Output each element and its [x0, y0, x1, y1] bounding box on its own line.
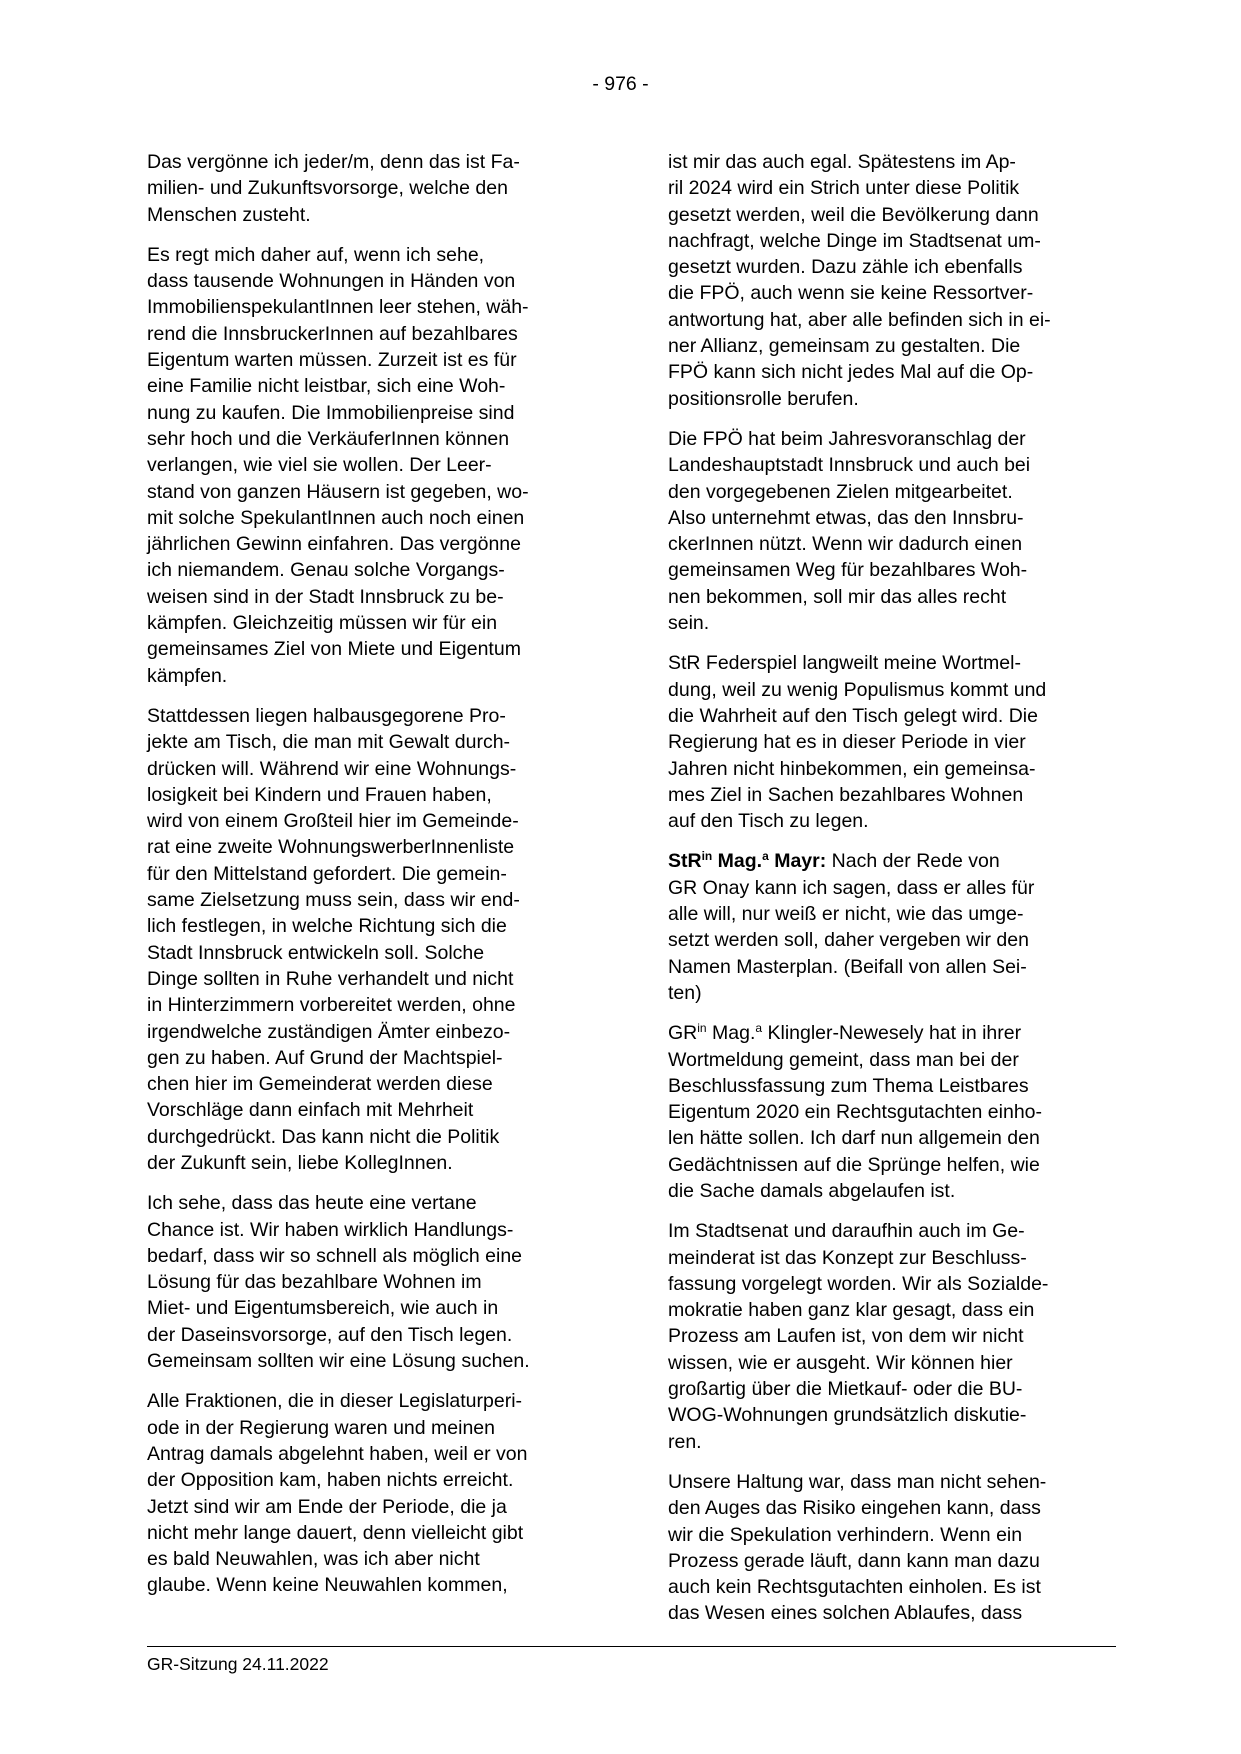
- text-fragment: Klingler-Newesely hat in ihrer: [762, 1022, 1022, 1045]
- text-line: positionsrolle berufen.: [668, 387, 859, 410]
- speech-text: Nach der Rede von: [826, 850, 1000, 873]
- text-line: weisen sind in der Stadt Innsbruck zu be-: [147, 585, 504, 608]
- text-line: der Opposition kam, haben nichts erreicht.: [147, 1469, 514, 1492]
- text-line: Alle Fraktionen, die in dieser Legislaturperi-: [147, 1390, 523, 1413]
- text-line: Eigentum 2020 ein Rechtsgutachten einho-: [668, 1101, 1043, 1124]
- text-line: same Zielsetzung muss sein, dass wir end-: [147, 889, 520, 912]
- speaker-degree: Mag.: [712, 850, 763, 873]
- text-line: Lösung für das bezahlbare Wohnen im: [147, 1271, 482, 1294]
- text-line: Gemeinsam sollten wir eine Lösung suchen.: [147, 1350, 530, 1373]
- text-line: kämpfen. Gleichzeitig müssen wir für ein: [147, 612, 498, 635]
- text-line: Gedächtnissen auf die Sprünge helfen, wie: [668, 1153, 1040, 1176]
- text-line: wir die Spekulation verhindern. Wenn ein: [668, 1523, 1023, 1546]
- text-line: Miet- und Eigentumsbereich, wie auch in: [147, 1297, 499, 1320]
- text-line: die Wahrheit auf den Tisch gelegt wird. Die: [668, 704, 1038, 727]
- text-line: gesetzt werden, weil die Bevölkerung dann: [668, 203, 1039, 226]
- text-line: Ich sehe, dass das heute eine vertane: [147, 1192, 477, 1215]
- degree-suffix: a: [762, 849, 769, 864]
- text-line: Es regt mich daher auf, wenn ich sehe,: [147, 243, 485, 266]
- text-line: meinderat ist das Konzept zur Beschluss-: [668, 1246, 1027, 1269]
- text-line: mit solche SpekulantInnen auch noch einen: [147, 506, 525, 529]
- degree-suffix: a: [755, 1021, 763, 1036]
- text-line: nen bekommen, soll mir das alles recht: [668, 585, 1007, 608]
- speaker-surname: Mayr:: [768, 850, 827, 873]
- paragraph: [668, 650, 1127, 834]
- text-line: setzt werden soll, daher vergeben wir den: [668, 929, 1029, 952]
- text-line: dung, weil zu wenig Populismus kommt und: [668, 678, 1047, 701]
- text-line: den Auges das Risiko eingehen kann, dass: [668, 1497, 1041, 1520]
- title-suffix: in: [701, 849, 713, 864]
- text-line: ImmobilienspekulantInnen leer stehen, wäh-: [147, 296, 529, 319]
- text-line: sein.: [668, 612, 710, 635]
- text-line: Dinge sollten in Ruhe verhandelt und nicht: [147, 967, 514, 990]
- text-line: in Hinterzimmern vorbereitet werden, ohne: [147, 994, 516, 1017]
- text-line: GR Onay kann ich sagen, dass er alles für: [668, 876, 1035, 899]
- text-line: milien- und Zukunftsvorsorge, welche den: [147, 177, 508, 200]
- text-line: StR Federspiel langweilt meine Wortmel-: [668, 652, 1021, 675]
- footer-divider: [147, 1646, 1116, 1647]
- text-line: [668, 1020, 1127, 1046]
- text-line: rat eine zweite WohnungswerberInnenliste: [147, 836, 515, 859]
- text-line: ist mir das auch egal. Spätestens im Ap-: [668, 151, 1016, 173]
- text-line: die FPÖ, auch wenn sie keine Ressortver-: [668, 282, 1034, 305]
- paragraph: [668, 1020, 1127, 1204]
- text-line: [668, 848, 1127, 874]
- text-line: Landeshauptstadt Innsbruck und auch bei: [668, 454, 1031, 477]
- text-line: auch kein Rechtsgutachten einholen. Es ist: [668, 1576, 1041, 1599]
- text-line: mes Ziel in Sachen bezahlbares Wohnen: [668, 783, 1024, 806]
- text-line: mokratie haben ganz klar gesagt, dass ein: [668, 1299, 1035, 1322]
- paragraph: [668, 149, 1127, 412]
- text-line: alle will, nur weiß er nicht, wie das umge-: [668, 903, 1024, 926]
- text-line: nachfragt, welche Dinge im Stadtsenat um-: [668, 229, 1041, 252]
- text-line: Beschlussfassung zum Thema Leistbares: [668, 1074, 1029, 1097]
- text-line: Menschen zusteht.: [147, 203, 311, 226]
- text-line: jährlichen Gewinn einfahren. Das vergönne: [147, 533, 521, 556]
- text-line: jekte am Tisch, die man mit Gewalt durch-: [147, 731, 511, 754]
- page-number: - 976 -: [592, 73, 649, 95]
- text-line: wird von einem Großteil hier im Gemeinde-: [147, 810, 519, 833]
- text-line: Die FPÖ hat beim Jahresvoranschlag der: [668, 427, 1026, 450]
- text-line: gesetzt wurden. Dazu zähle ich ebenfalls: [668, 256, 1023, 279]
- text-line: auf den Tisch zu legen.: [668, 810, 869, 833]
- text-line: ten): [668, 981, 702, 1004]
- text-line: antwortung hat, aber alle befinden sich in ei-: [668, 308, 1051, 331]
- text-line: Stadt Innsbruck entwickeln soll. Solche: [147, 941, 485, 964]
- text-line: der Zukunft sein, liebe KollegInnen.: [147, 1151, 453, 1174]
- text-line: rend die InnsbruckerInnen auf bezahlbares: [147, 322, 518, 345]
- paragraph: [147, 242, 603, 689]
- text-line: Jahren nicht hinbekommen, ein gemeinsa-: [668, 757, 1036, 780]
- text-line: ckerInnen nützt. Wenn wir dadurch einen: [668, 533, 1023, 556]
- text-line: Im Stadtsenat und daraufhin auch im Ge-: [668, 1220, 1025, 1243]
- text-line: Namen Masterplan. (Beifall von allen Sei-: [668, 955, 1027, 978]
- text-line: glaube. Wenn keine Neuwahlen kommen,: [147, 1574, 508, 1597]
- text-line: Wortmeldung gemeint, dass man bei der: [668, 1048, 1019, 1071]
- text-line: Unsere Haltung war, dass man nicht sehen-: [668, 1470, 1047, 1493]
- text-line: verlangen, wie viel sie wollen. Der Leer-: [147, 454, 492, 477]
- text-line: Prozess am Laufen ist, von dem wir nicht: [668, 1325, 1024, 1348]
- text-line: nicht mehr lange dauert, denn vielleicht gibt: [147, 1521, 524, 1544]
- text-line: dass tausende Wohnungen in Händen von: [147, 270, 516, 293]
- text-line: gemeinsames Ziel von Miete und Eigentum: [147, 638, 521, 661]
- paragraph: [147, 1190, 603, 1374]
- paragraph: [147, 149, 603, 228]
- left-column: [147, 149, 603, 1613]
- text-line: chen hier im Gemeinderat werden diese: [147, 1073, 493, 1096]
- text-line: es bald Neuwahlen, was ich aber nicht: [147, 1548, 480, 1571]
- text-line: Das vergönne ich jeder/m, denn das ist Fa-: [147, 151, 520, 173]
- text-line: großartig über die Mietkauf- oder die BU-: [668, 1378, 1023, 1401]
- text-line: irgendwelche zuständigen Ämter einbezo-: [147, 1020, 511, 1043]
- text-line: eine Familie nicht leistbar, sich eine Woh-: [147, 375, 506, 398]
- text-line: ren.: [668, 1430, 702, 1453]
- paragraph: [668, 1469, 1127, 1627]
- text-line: Jetzt sind wir am Ende der Periode, die ja: [147, 1495, 507, 1518]
- text-line: die Sache damals abgelaufen ist.: [668, 1179, 956, 1202]
- text-line: ode in der Regierung waren und meinen: [147, 1416, 495, 1439]
- text-line: lich festlegen, in welche Richtung sich die: [147, 915, 507, 938]
- council-title: GR: [668, 1022, 698, 1045]
- text-line: wissen, wie er ausgeht. Wir können hier: [668, 1351, 1013, 1374]
- text-line: Regierung hat es in dieser Periode in vier: [668, 731, 1026, 754]
- text-line: gen zu haben. Auf Grund der Machtspiel-: [147, 1046, 503, 1069]
- speaker-title: StR: [668, 850, 702, 873]
- text-line: den vorgegebenen Zielen mitgearbeitet.: [668, 480, 1013, 503]
- speaker-name: [668, 850, 826, 872]
- speaker-paragraph: [668, 848, 1127, 1006]
- title-suffix: in: [697, 1021, 707, 1036]
- paragraph: [668, 426, 1127, 636]
- text-line: fassung vorgelegt worden. Wir als Sozialde-: [668, 1272, 1049, 1295]
- degree: Mag.: [706, 1022, 756, 1045]
- text-line: durchgedrückt. Das kann nicht die Politik: [147, 1125, 500, 1148]
- paragraph: [147, 1388, 603, 1598]
- text-line: Vorschläge dann einfach mit Mehrheit: [147, 1099, 474, 1122]
- right-column: [668, 149, 1127, 1641]
- text-line: kämpfen.: [147, 664, 228, 687]
- text-line: Chance ist. Wir haben wirklich Handlungs-: [147, 1218, 514, 1241]
- text-line: Prozess gerade läuft, dann kann man dazu: [668, 1549, 1040, 1572]
- text-line: Antrag damals abgelehnt haben, weil er von: [147, 1442, 528, 1465]
- text-line: WOG-Wohnungen grundsätzlich diskutie-: [668, 1404, 1027, 1427]
- footer-session-date: GR-Sitzung 24.11.2022: [147, 1654, 329, 1674]
- text-line: ner Allianz, gemeinsam zu gestalten. Die: [668, 335, 1021, 358]
- text-line: Eigentum warten müssen. Zurzeit ist es für: [147, 349, 517, 372]
- text-line: gemeinsamen Weg für bezahlbares Woh-: [668, 559, 1028, 582]
- text-line: Stattdessen liegen halbausgegorene Pro-: [147, 704, 506, 727]
- text-line: ich niemandem. Genau solche Vorgangs-: [147, 559, 505, 582]
- text-line: sehr hoch und die VerkäuferInnen können: [147, 427, 510, 450]
- text-line: stand von ganzen Häusern ist gegeben, wo-: [147, 480, 529, 503]
- paragraph: [668, 1218, 1127, 1455]
- text-line: nung zu kaufen. Die Immobilienpreise sind: [147, 401, 515, 424]
- text-line: ril 2024 wird ein Strich unter diese Politik: [668, 177, 1020, 200]
- text-line: FPÖ kann sich nicht jedes Mal auf die Op-: [668, 361, 1034, 384]
- text-line: für den Mittelstand gefordert. Die gemein-: [147, 862, 507, 885]
- text-line: das Wesen eines solchen Ablaufes, dass: [668, 1602, 1023, 1625]
- text-line: drücken will. Während wir eine Wohnungs-: [147, 757, 517, 780]
- text-line: losigkeit bei Kindern und Frauen haben,: [147, 783, 492, 806]
- text-line: len hätte sollen. Ich darf nun allgemein den: [668, 1127, 1040, 1150]
- text-line: Also unternehmt etwas, das den Innsbru-: [668, 506, 1024, 529]
- text-line: bedarf, dass wir so schnell als möglich eine: [147, 1244, 523, 1267]
- paragraph: [147, 703, 603, 1176]
- text-line: der Daseinsvorsorge, auf den Tisch legen.: [147, 1323, 513, 1346]
